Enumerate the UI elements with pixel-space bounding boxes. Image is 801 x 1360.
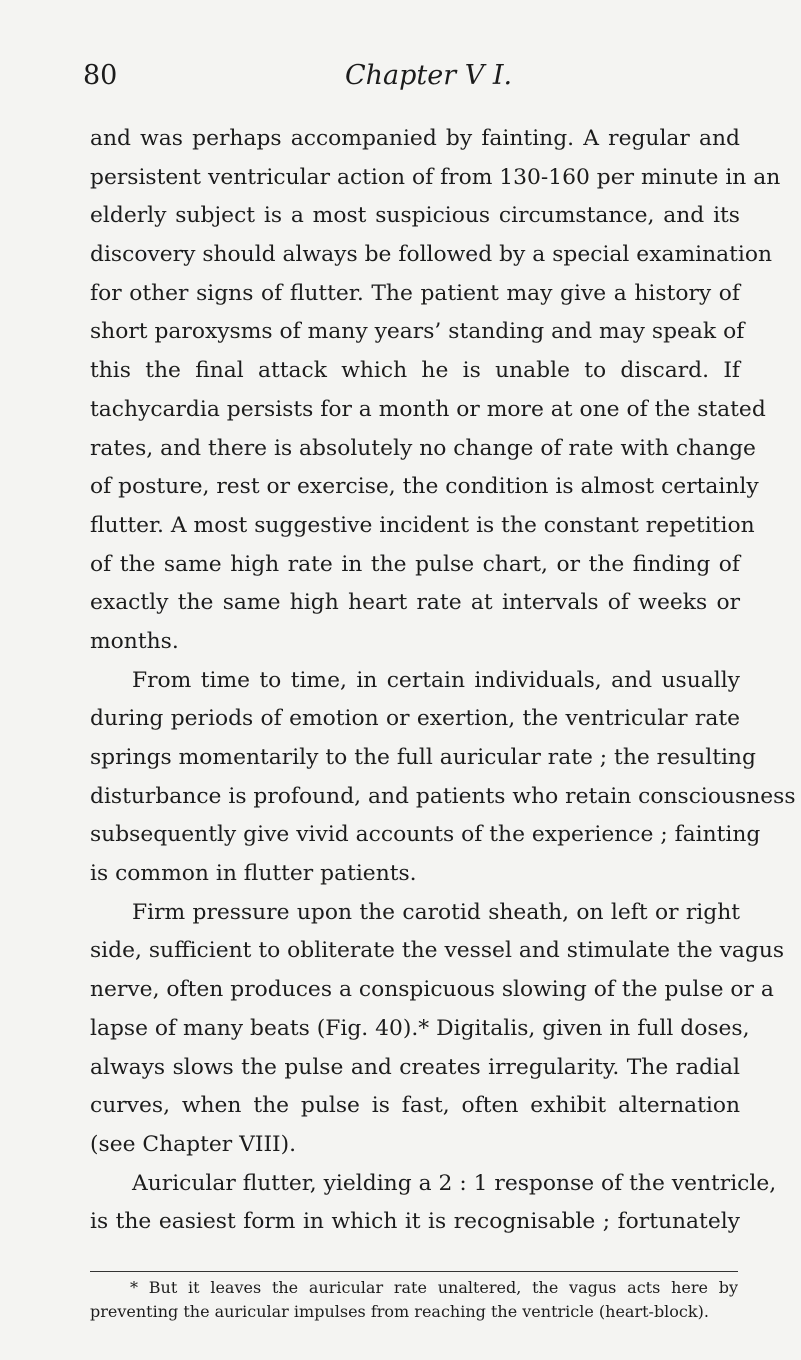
text-line: elderly subject is a most suspicious circumstance, and its (90, 203, 740, 229)
text-line: disturbance is profound, and patients who retain consciousness (90, 783, 796, 809)
text-line: persistent ventricular action of from 130-160 per minute in an (90, 164, 781, 190)
text-line: exactly the same high heart rate at intervals of weeks or (90, 590, 740, 616)
text-line: of posture, rest or exercise, the condition is almost certainly (90, 474, 759, 500)
text-line: lapse of many beats (Fig. 40).* Digitalis, given in full doses, (90, 1015, 750, 1041)
text-line: always slows the pulse and creates irregularity. The radial (90, 1054, 740, 1080)
page-header (83, 60, 733, 100)
text-line: and was perhaps accompanied by fainting. A regular and (90, 126, 740, 151)
text-line: months. (90, 628, 179, 654)
text-line: side, sufficient to obliterate the vessel and stimulate the vagus (90, 938, 785, 964)
text-line: Auricular flutter, yielding a 2 : 1 response of the ventricle, (132, 1170, 777, 1196)
text-line: nerve, often produces a conspicuous slowing of the pulse or a (90, 977, 774, 1003)
text-line: of the same high rate in the pulse chart, or the finding of (90, 551, 740, 577)
text-line: is common in flutter patients. (90, 861, 417, 887)
footnote-divider (90, 1271, 738, 1272)
text-line: From time to time, in certain individuals, and usually (132, 667, 740, 693)
text-line: flutter. A most suggestive incident is the constant repetition (90, 512, 755, 538)
text-line: (see Chapter VIII). (90, 1131, 297, 1157)
chapter-title: Chapter V I. (345, 60, 513, 91)
text-line: Firm pressure upon the carotid sheath, on left or right (132, 899, 740, 925)
page-number: 80 (83, 60, 118, 91)
body-text (90, 120, 796, 1242)
text-line: short paroxysms of many years’ standing and may speak of (90, 319, 745, 345)
text-line: discovery should always be followed by a special examination (90, 242, 773, 268)
footnote (90, 1276, 738, 1324)
text-line: subsequently give vivid accounts of the experience ; fainting (90, 822, 761, 848)
footnote-line: * But it leaves the auricular rate unaltered, the vagus acts here by (130, 1278, 738, 1297)
footnote-line: preventing the auricular impulses from reaching the ventricle (heart-block). (90, 1302, 709, 1321)
text-line: tachycardia persists for a month or more at one of the stated (90, 396, 766, 422)
text-line: curves, when the pulse is fast, often exhibit alternation (90, 1093, 740, 1119)
text-line: is the easiest form in which it is recognisable ; fortunately (90, 1209, 740, 1235)
text-line: for other signs of flutter. The patient may give a history of (90, 280, 740, 306)
text-line: this the final attack which he is unable to discard. If (90, 358, 740, 384)
text-line: springs momentarily to the full auricular rate ; the resulting (90, 745, 756, 770)
text-line: rates, and there is absolutely no change of rate with change (90, 435, 756, 461)
text-line: during periods of emotion or exertion, the ventricular rate (90, 706, 740, 732)
